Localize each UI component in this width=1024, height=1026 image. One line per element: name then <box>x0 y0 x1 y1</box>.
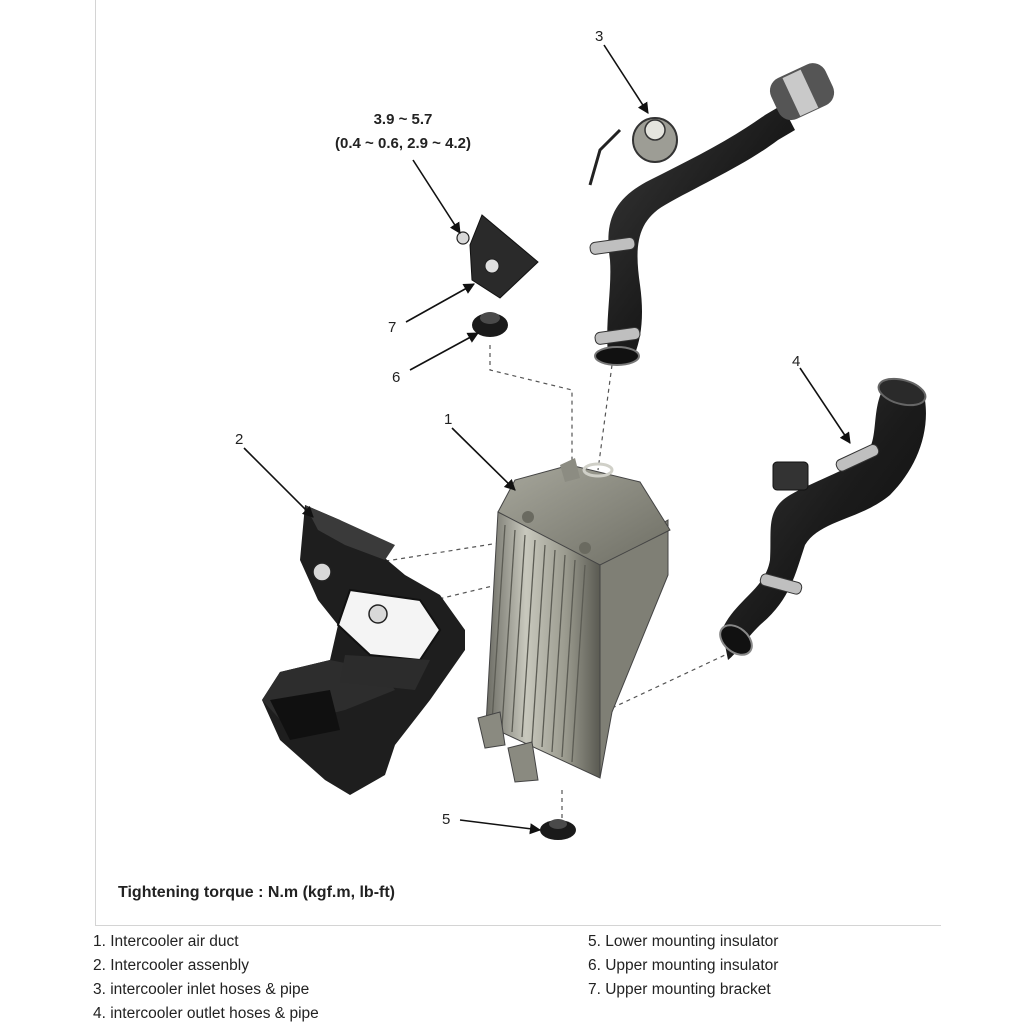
torque-spec-nm: 3.9 ~ 5.7 <box>373 111 433 128</box>
legend-item-4: 4. intercooler outlet hoses & pipe <box>93 1005 319 1022</box>
parts-legend-left <box>93 930 319 1026</box>
legend-item-1: 1. Intercooler air duct <box>93 933 239 950</box>
intercooler-air-duct-part <box>262 505 465 795</box>
tightening-torque-caption: Tightening torque : N.m (kgf.m, lb-ft) <box>118 884 395 901</box>
torque-spec-alt-units: (0.4 ~ 0.6, 2.9 ~ 4.2) <box>335 135 471 152</box>
parts-legend-right <box>588 930 778 1002</box>
lower-mounting-insulator-part <box>540 819 576 840</box>
callout-4: 4 <box>792 353 801 370</box>
intercooler-outlet-hose-part <box>714 374 928 661</box>
callout-7: 7 <box>388 319 397 336</box>
callout-3: 3 <box>595 28 604 45</box>
upper-mounting-bracket-part <box>457 215 538 298</box>
callout-1: 1 <box>444 411 453 428</box>
legend-item-7: 7. Upper mounting bracket <box>588 981 771 998</box>
legend-item-3: 3. intercooler inlet hoses & pipe <box>93 981 310 998</box>
legend-item-2: 2. Intercooler assenbly <box>93 957 249 974</box>
legend-item-6: 6. Upper mounting insulator <box>588 957 779 974</box>
callout-5: 5 <box>442 811 451 828</box>
legend-item-5: 5. Lower mounting insulator <box>588 933 779 950</box>
intercooler-inlet-hose-part <box>589 59 838 365</box>
callout-2: 2 <box>235 431 244 448</box>
callout-6: 6 <box>392 369 401 386</box>
intercooler-assembly-part <box>478 458 670 782</box>
